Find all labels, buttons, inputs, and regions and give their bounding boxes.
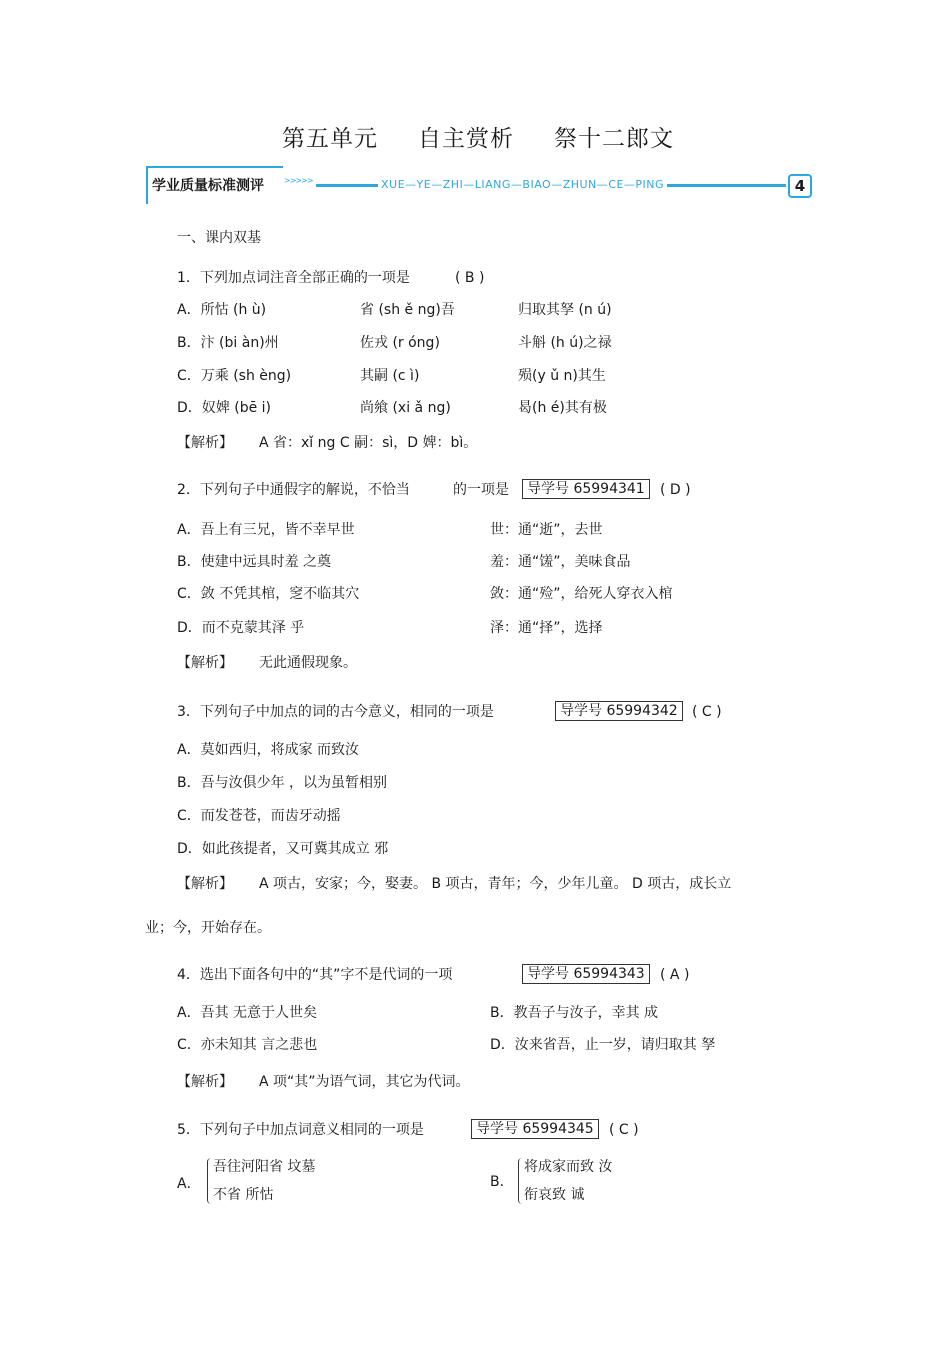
q3-answer: ( C )	[692, 704, 722, 720]
q2-guide-code: 导学号 65994341	[522, 479, 650, 499]
q4-guide-code: 导学号 65994343	[522, 964, 650, 984]
q2-option-b: B．使建中远具时羞 之奠	[177, 554, 332, 570]
q3-option-a: A．莫如西归，将成家 而致汝	[177, 742, 360, 758]
q2-option-a: A．吾上有三兄，皆不幸早世	[177, 522, 355, 538]
page-title	[282, 120, 674, 153]
q1-analysis: A 省：xǐ ng C 嗣：sì，D 婢：bì。	[259, 435, 478, 451]
q1-option-b3: 斗斛 (h ú)之禄	[518, 335, 612, 351]
q3-analysis-cont: 业；今，开始存在。	[145, 920, 271, 936]
q5-option-a-label: A．	[177, 1176, 201, 1192]
q1-option-c2: 其嗣 (c ì)	[360, 368, 420, 384]
q5-option-a-line2: 不省 所怙	[213, 1187, 274, 1203]
q1-option-b1: B．汴 (bi àn)州	[177, 335, 279, 351]
q4-option-a: A．吾其 无意于人世矣	[177, 1005, 318, 1021]
q3-analysis-label: 【解析】	[177, 876, 233, 892]
q4-answer: ( A )	[660, 967, 690, 983]
section-heading: 一、课内双基	[177, 230, 261, 246]
q1-option-d3: 曷(h é)其有极	[518, 400, 607, 416]
q1-stem: 1．下列加点词注音全部正确的一项是	[177, 270, 410, 286]
q1-option-a3: 归取其孥 (n ú)	[518, 302, 612, 318]
q5-option-b-line2: 衔哀致 诚	[524, 1187, 585, 1203]
q4-option-d: D．汝来省吾，止一岁，请归取其 孥	[490, 1037, 716, 1053]
banner-label: 学业质量标准测评	[152, 178, 264, 194]
q5-option-b-label: B．	[490, 1174, 514, 1190]
q1-option-a1: A．所怙 (h ù)	[177, 302, 267, 318]
q2-stem-end: 的一项是	[453, 482, 509, 498]
q4-stem: 4．选出下面各句中的“其”字不是代词的一项	[177, 967, 453, 983]
section-banner	[146, 166, 812, 204]
q5-answer: ( C )	[609, 1122, 639, 1138]
q3-option-d: D．如此孩提者，又可冀其成立 邪	[177, 841, 389, 857]
q2-option-d: D．而不克蒙其泽 乎	[177, 620, 305, 636]
q2-option-d-note: 泽：通“择”，选择	[490, 620, 603, 636]
q3-option-c: C．而发苍苍，而齿牙动摇	[177, 808, 341, 824]
q1-answer: ( B )	[455, 270, 485, 286]
q2-option-b-note: 羞：通“馐”，美味食品	[490, 554, 631, 570]
q4-analysis-label: 【解析】	[177, 1074, 233, 1090]
title-unit: 第五单元	[282, 126, 378, 152]
banner-pinyin: XUE—YE—ZHI—LIANG—BIAO—ZHUN—CE—PING	[378, 178, 667, 191]
q1-option-c1: C．万乘 (sh èng)	[177, 368, 292, 384]
q2-option-a-note: 世：通“逝”，去世	[490, 522, 603, 538]
q3-analysis: A 项古，安家；今，娶妻。 B 项古，青年；今，少年儿童。 D 项古，成长立	[259, 876, 732, 892]
q3-stem: 3．下列句子中加点的词的古今意义，相同的一项是	[177, 704, 494, 720]
q2-stem: 2．下列句子中通假字的解说，不恰当	[177, 482, 410, 498]
q2-option-c: C．敛 不凭其棺，窆不临其穴	[177, 586, 360, 602]
q1-option-b2: 佐戎 (r óng)	[360, 335, 440, 351]
q3-guide-code: 导学号 65994342	[555, 701, 683, 721]
q5-guide-code: 导学号 65994345	[471, 1119, 599, 1139]
q5-stem: 5．下列句子中加点词意义相同的一项是	[177, 1122, 424, 1138]
q1-analysis-label: 【解析】	[177, 435, 233, 451]
q4-analysis: A 项“其”为语气词，其它为代词。	[259, 1074, 470, 1090]
q4-option-b: B．教吾子与汝子，幸其 成	[490, 1005, 659, 1021]
banner-number-badge: 4	[788, 174, 812, 198]
q5-option-b-line1: 将成家而致 汝	[524, 1159, 613, 1175]
title-lesson: 祭十二郎文	[554, 126, 674, 152]
q2-option-c-note: 敛：通“殓”，给死人穿衣入棺	[490, 586, 673, 602]
q4-option-c: C．亦未知其 言之悲也	[177, 1037, 318, 1053]
q1-option-c3: 殒(y ǔ n)其生	[518, 368, 606, 384]
q3-option-b: B．吾与汝俱少年 ，以为虽暂相别	[177, 775, 388, 791]
q1-option-a2: 省 (sh ě ng)吾	[360, 302, 455, 318]
banner-arrows-icon: >>>>>	[284, 176, 313, 185]
q2-analysis-label: 【解析】	[177, 655, 233, 671]
q2-answer: ( D )	[660, 482, 691, 498]
q1-option-d2: 尚飨 (xi ǎ ng)	[360, 400, 451, 416]
q1-option-d1: D．奴婢 (bē i)	[177, 400, 271, 416]
q5-option-a-line1: 吾往河阳省 坟墓	[213, 1159, 316, 1175]
q2-analysis: 无此通假现象。	[259, 655, 357, 671]
title-section: 自主赏析	[418, 126, 514, 152]
